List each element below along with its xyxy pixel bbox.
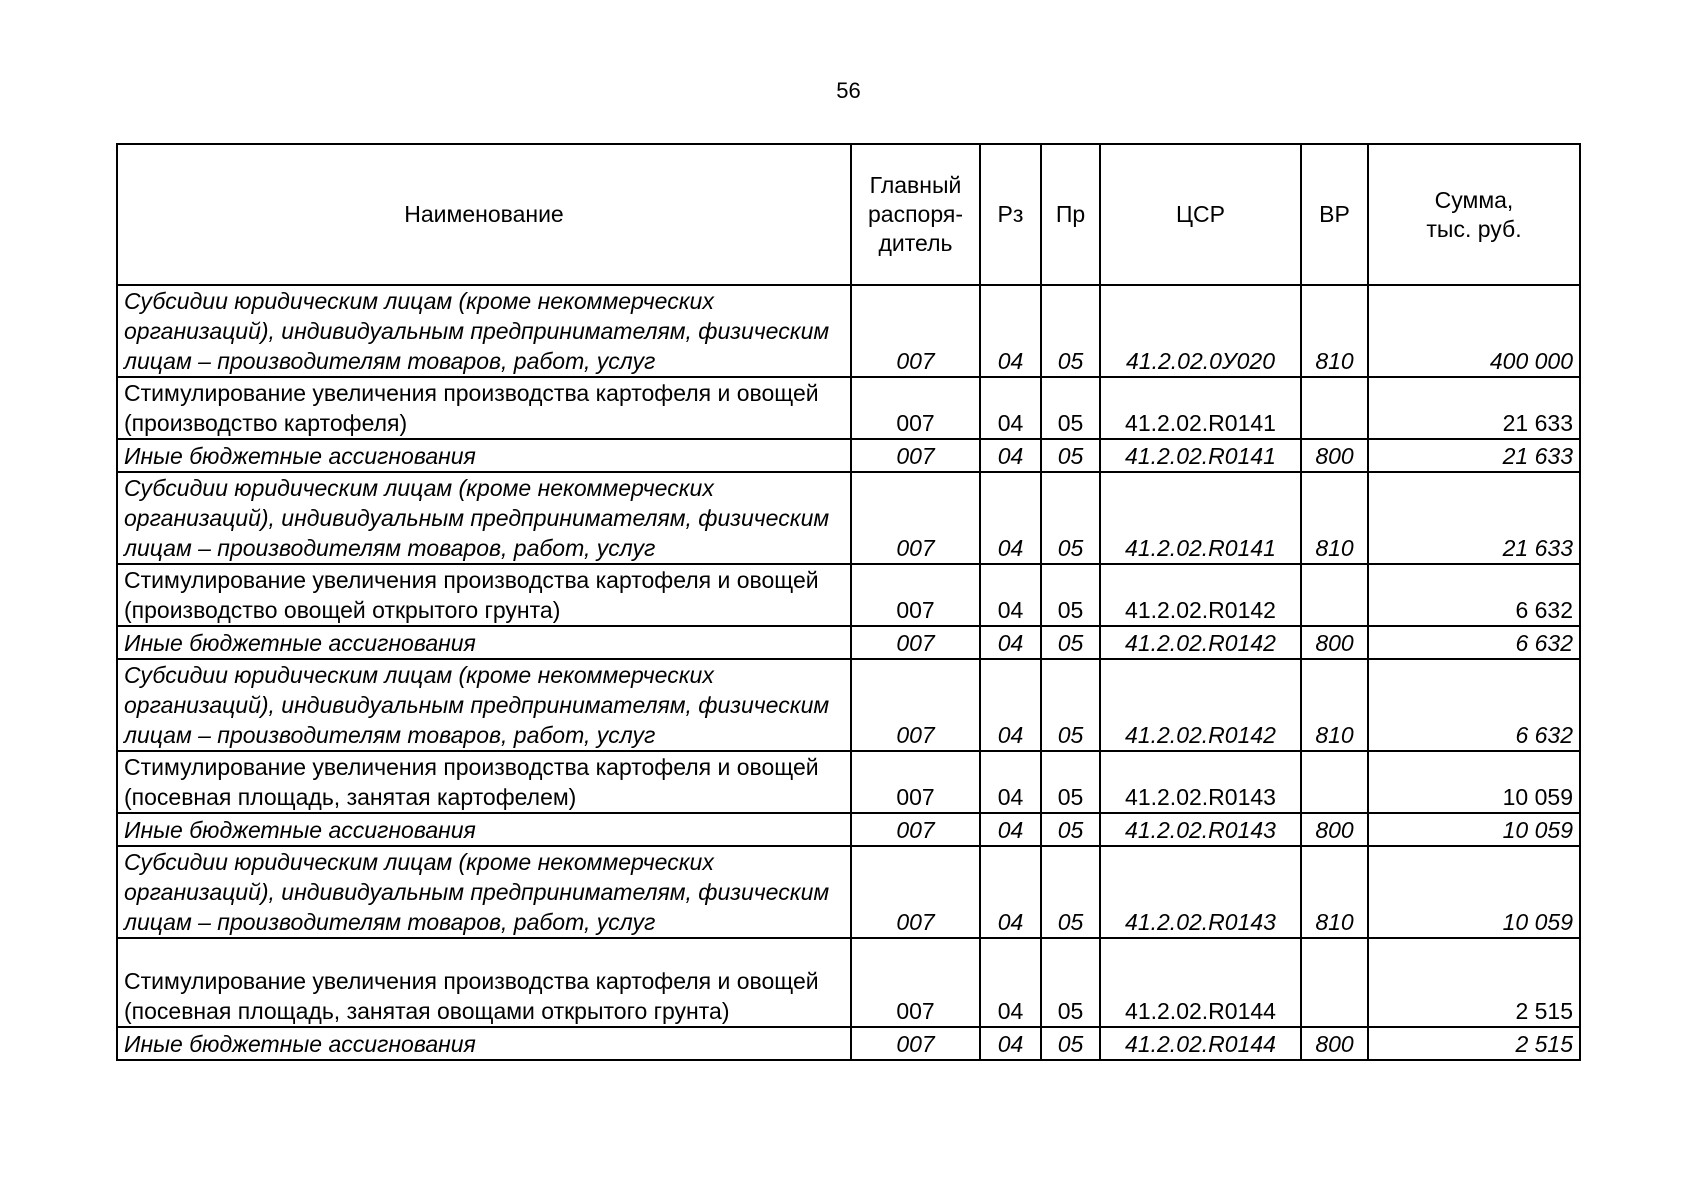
cell-sum: 21 633 [1368,377,1580,439]
cell-main-manager: 007 [851,813,980,846]
cell-name: Стимулирование увеличения производства картофеля и овощей (посевная площадь, занятая картофелем) [117,751,851,813]
cell-csr: 41.2.02.R0144 [1100,1027,1301,1060]
budget-table [116,143,1581,1061]
cell-name: Иные бюджетные ассигнования [117,813,851,846]
cell-main-manager: 007 [851,439,980,472]
cell-vr: 800 [1301,439,1368,472]
cell-vr: 800 [1301,626,1368,659]
cell-main-manager: 007 [851,846,980,938]
cell-sum: 10 059 [1368,751,1580,813]
cell-main-manager: 007 [851,377,980,439]
header-csr: ЦСР [1100,144,1301,285]
cell-rz: 04 [980,751,1041,813]
cell-rz: 04 [980,626,1041,659]
cell-rz: 04 [980,659,1041,751]
table-row [117,751,1580,813]
cell-csr: 41.2.02.R0142 [1100,564,1301,626]
cell-main-manager: 007 [851,285,980,377]
table-row [117,439,1580,472]
cell-sum: 6 632 [1368,564,1580,626]
cell-sum: 400 000 [1368,285,1580,377]
cell-main-manager: 007 [851,751,980,813]
cell-pr: 05 [1041,285,1100,377]
cell-csr: 41.2.02.R0141 [1100,472,1301,564]
cell-csr: 41.2.02.R0143 [1100,751,1301,813]
cell-sum: 21 633 [1368,439,1580,472]
table-row [117,564,1580,626]
cell-vr [1301,564,1368,626]
cell-csr: 41.2.02.R0141 [1100,377,1301,439]
cell-vr: 810 [1301,285,1368,377]
cell-csr: 41.2.02.R0141 [1100,439,1301,472]
table-row [117,659,1580,751]
cell-pr: 05 [1041,377,1100,439]
cell-pr: 05 [1041,659,1100,751]
cell-sum: 10 059 [1368,846,1580,938]
cell-vr: 810 [1301,472,1368,564]
header-name: Наименование [117,144,851,285]
cell-pr: 05 [1041,439,1100,472]
cell-main-manager: 007 [851,564,980,626]
header-sum: Сумма, тыс. руб. [1368,144,1580,285]
cell-vr: 810 [1301,659,1368,751]
cell-csr: 41.2.02.R0142 [1100,659,1301,751]
cell-csr: 41.2.02.R0144 [1100,938,1301,1027]
cell-csr: 41.2.02.R0143 [1100,813,1301,846]
cell-name: Стимулирование увеличения производства картофеля и овощей (посевная площадь, занятая овощами открытого грунта) [117,938,851,1027]
cell-vr: 810 [1301,846,1368,938]
cell-vr [1301,751,1368,813]
cell-sum: 6 632 [1368,626,1580,659]
cell-sum: 2 515 [1368,1027,1580,1060]
header-vr: ВР [1301,144,1368,285]
cell-main-manager: 007 [851,938,980,1027]
cell-rz: 04 [980,564,1041,626]
table-row [117,377,1580,439]
cell-name: Стимулирование увеличения производства картофеля и овощей (производство картофеля) [117,377,851,439]
cell-pr: 05 [1041,472,1100,564]
cell-name: Субсидии юридическим лицам (кроме некоммерческих организаций), индивидуальным предпринимателям, физическим лицам – производителям товаров, работ, услуг [117,472,851,564]
cell-rz: 04 [980,472,1041,564]
cell-pr: 05 [1041,751,1100,813]
table-body [117,285,1580,1060]
cell-sum: 10 059 [1368,813,1580,846]
cell-pr: 05 [1041,938,1100,1027]
cell-pr: 05 [1041,846,1100,938]
cell-name: Иные бюджетные ассигнования [117,439,851,472]
cell-name: Субсидии юридическим лицам (кроме некоммерческих организаций), индивидуальным предпринимателям, физическим лицам – производителям товаров, работ, услуг [117,659,851,751]
table-row [117,472,1580,564]
cell-csr: 41.2.02.R0143 [1100,846,1301,938]
table-row [117,1027,1580,1060]
cell-rz: 04 [980,377,1041,439]
table-row [117,938,1580,1027]
table-row [117,846,1580,938]
cell-name: Стимулирование увеличения производства картофеля и овощей (производство овощей открытого грунта) [117,564,851,626]
cell-main-manager: 007 [851,1027,980,1060]
cell-pr: 05 [1041,813,1100,846]
table-row [117,626,1580,659]
cell-vr [1301,377,1368,439]
cell-sum: 6 632 [1368,659,1580,751]
cell-name: Субсидии юридическим лицам (кроме некоммерческих организаций), индивидуальным предпринимателям, физическим лицам – производителям товаров, работ, услуг [117,846,851,938]
cell-rz: 04 [980,1027,1041,1060]
header-main-manager: Главный распоря- дитель [851,144,980,285]
cell-rz: 04 [980,439,1041,472]
cell-main-manager: 007 [851,472,980,564]
cell-vr: 800 [1301,813,1368,846]
cell-csr: 41.2.02.R0142 [1100,626,1301,659]
cell-rz: 04 [980,285,1041,377]
cell-pr: 05 [1041,626,1100,659]
header-pr: Пр [1041,144,1100,285]
table-header-row [117,144,1580,285]
cell-name: Иные бюджетные ассигнования [117,1027,851,1060]
cell-rz: 04 [980,813,1041,846]
cell-csr: 41.2.02.0У020 [1100,285,1301,377]
cell-main-manager: 007 [851,626,980,659]
table-row [117,285,1580,377]
table-row [117,813,1580,846]
cell-name: Иные бюджетные ассигнования [117,626,851,659]
cell-vr [1301,938,1368,1027]
page-number: 56 [836,78,861,103]
header-rz: Рз [980,144,1041,285]
cell-rz: 04 [980,846,1041,938]
cell-name: Субсидии юридическим лицам (кроме некоммерческих организаций), индивидуальным предпринимателям, физическим лицам – производителям товаров, работ, услуг [117,285,851,377]
cell-rz: 04 [980,938,1041,1027]
cell-vr: 800 [1301,1027,1368,1060]
cell-main-manager: 007 [851,659,980,751]
cell-sum: 2 515 [1368,938,1580,1027]
cell-pr: 05 [1041,564,1100,626]
cell-pr: 05 [1041,1027,1100,1060]
cell-sum: 21 633 [1368,472,1580,564]
